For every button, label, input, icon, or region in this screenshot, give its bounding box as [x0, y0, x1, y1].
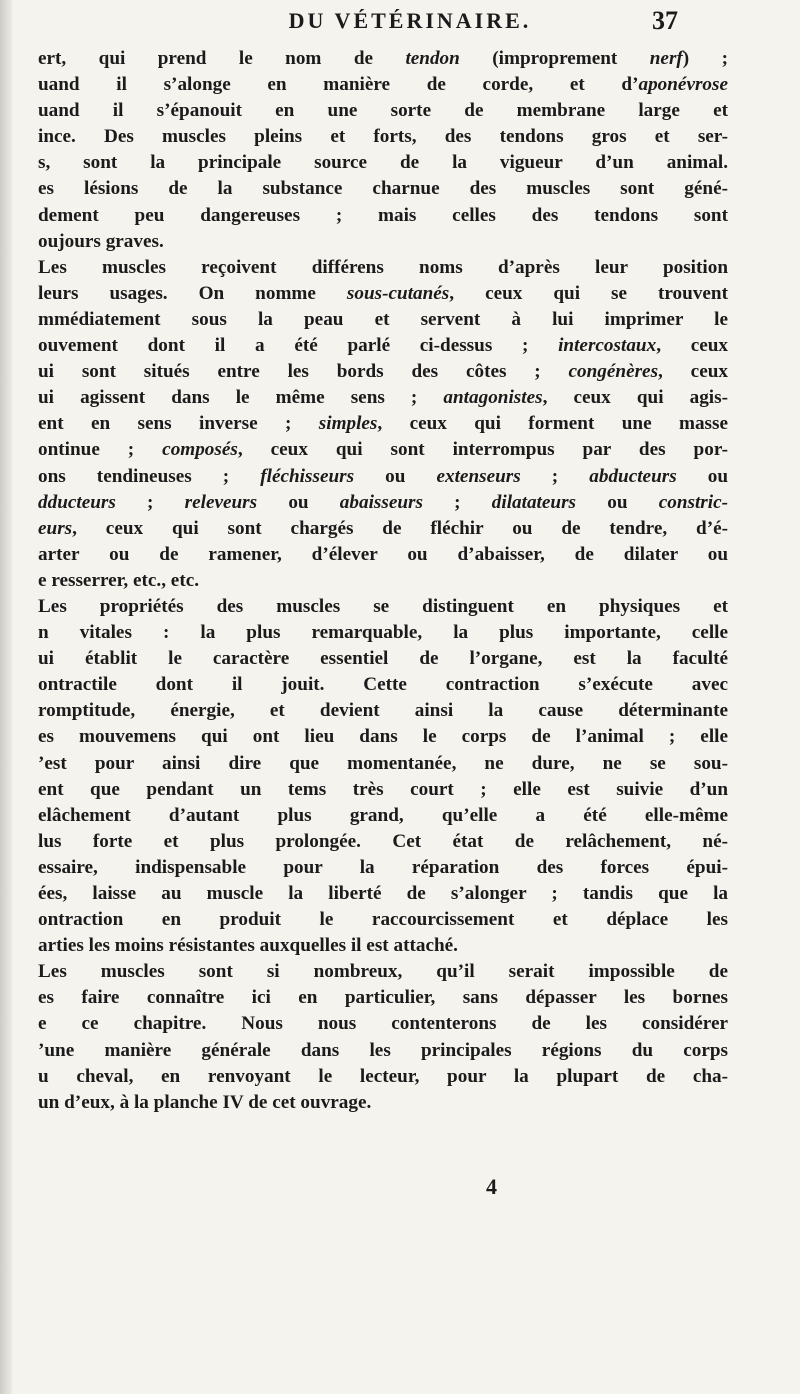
text-line: ince. Des muscles pleins et forts, des tendons gros et ser-	[38, 126, 728, 148]
signature-mark: 4	[486, 1174, 497, 1199]
running-head	[0, 6, 800, 46]
text-line: ent que pendant un tems très court ; elle est suivie d’un	[38, 778, 728, 800]
text-line: Les muscles sont si nombreux, qu’il serait impossible de	[38, 961, 728, 983]
text-line: ’une manière générale dans les principales régions du corps	[38, 1039, 728, 1061]
text-line: ent en sens inverse ; simples, ceux qui forment une masse	[38, 413, 728, 435]
text-line: romptitude, énergie, et devient ainsi la cause déterminante	[38, 700, 728, 722]
text-line: lus forte et plus prolongée. Cet état de relâchement, né-	[38, 830, 728, 852]
text-line: Les propriétés des muscles se distinguent en physiques et	[38, 595, 728, 617]
text-line: eurs, ceux qui sont chargés de fléchir ou de tendre, d’é-	[38, 517, 728, 539]
text-line: ui établit le caractère essentiel de l’organe, est la faculté	[38, 648, 728, 670]
text-line: dducteurs ; releveurs ou abaisseurs ; dilatateurs ou constric-	[38, 491, 728, 513]
text-line: ouvement dont il a été parlé ci-dessus ; intercostaux, ceux	[38, 335, 728, 357]
text-line: es lésions de la substance charnue des muscles sont géné-	[38, 178, 728, 200]
text-line: mmédiatement sous la peau et servent à lui imprimer le	[38, 308, 728, 330]
text-line: n vitales : la plus remarquable, la plus importante, celle	[38, 622, 728, 644]
text-line: e resserrer, etc., etc.	[38, 569, 200, 591]
text-line: oujours graves.	[38, 230, 164, 252]
text-line: ui sont situés entre les bords des côtes ; congénères, ceux	[38, 361, 728, 383]
text-line: un d’eux, à la planche IV de cet ouvrage.	[38, 1091, 372, 1113]
text-line: arties les moins résistantes auxquelles il est attaché.	[38, 935, 458, 957]
text-line: es faire connaître ici en particulier, sans dépasser les bornes	[38, 987, 728, 1009]
text-line: ert, qui prend le nom de tendon (improprement nerf) ;	[38, 48, 728, 69]
text-line: essaire, indispensable pour la réparation des forces épui-	[38, 856, 728, 878]
text-line: s, sont la principale source de la vigueur d’un animal.	[38, 152, 728, 174]
text-line: ées, laisse au muscle la liberté de s’alonger ; tandis que la	[38, 883, 728, 904]
text-body	[38, 46, 728, 1116]
text-line: uand il s’alonge en manière de corde, et d’aponévrose	[38, 74, 728, 96]
text-line: elâchement d’autant plus grand, qu’elle a été elle-même	[38, 804, 728, 826]
text-line: leurs usages. On nomme sous-cutanés, ceux qui se trouvent	[38, 282, 728, 304]
text-line: uand il s’épanouit en une sorte de membrane large et	[38, 100, 728, 122]
text-line: ontractile dont il jouit. Cette contraction s’exécute avec	[38, 674, 728, 696]
text-line: dement peu dangereuses ; mais celles des tendons sont	[38, 204, 728, 226]
text-line: arter ou de ramener, d’élever ou d’abaisser, de dilater ou	[38, 543, 728, 565]
text-line: Les muscles reçoivent différens noms d’après leur position	[38, 256, 728, 278]
text-line: e ce chapitre. Nous nous contenterons de les considérer	[38, 1013, 728, 1035]
text-line: ontraction en produit le raccourcissement et déplace les	[38, 909, 728, 931]
signature-area	[0, 1174, 800, 1204]
text-line: ons tendineuses ; fléchisseurs ou extenseurs ; abducteurs ou	[38, 465, 728, 487]
text-line: ontinue ; composés, ceux qui sont interrompus par des por-	[38, 439, 728, 461]
text-line: es mouvemens qui ont lieu dans le corps de l’animal ; elle	[38, 726, 728, 748]
text-line: ’est pour ainsi dire que momentanée, ne dure, ne se sou-	[38, 752, 728, 774]
text-line: ui agissent dans le même sens ; antagonistes, ceux qui agis-	[38, 387, 728, 409]
text-line: u cheval, en renvoyant le lecteur, pour la plupart de cha-	[38, 1065, 728, 1087]
page-number: 37	[652, 6, 678, 35]
running-title: DU VÉTÉRINAIRE.	[288, 8, 532, 33]
